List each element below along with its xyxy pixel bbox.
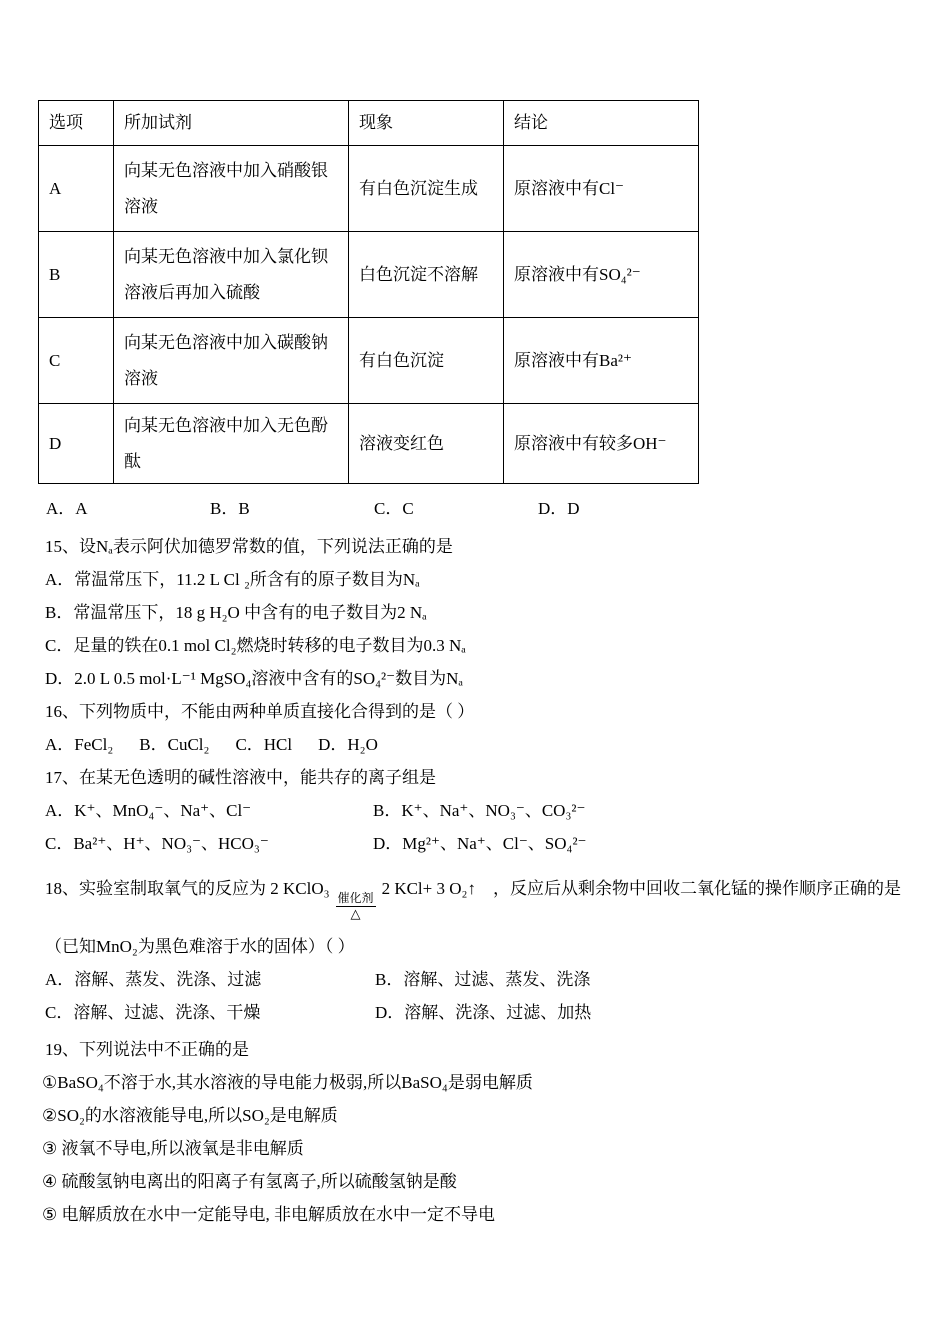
q17-option-a: A．K⁺、MnO₄⁻、Na⁺、Cl⁻ — [45, 801, 252, 821]
q17-options-row-2 — [45, 827, 908, 860]
q16-option-d: D．H₂O — [318, 735, 378, 755]
phenomenon-cell: 有白色沉淀生成 — [349, 146, 504, 232]
conclusion-cell: 原溶液中有SO₄²⁻ — [504, 232, 699, 318]
table-row-d — [39, 404, 699, 484]
q19-statement-5: ⑤ 电解质放在水中一定能导电, 非电解质放在水中一定不导电 — [42, 1204, 495, 1224]
q17-option-c: C．Ba²⁺、H⁺、NO₃⁻、HCO₃⁻ — [45, 834, 269, 854]
q15-option-b: B．常温常压下，18 g H₂O 中含有的电子数目为2 Nₐ — [45, 603, 427, 623]
q18-stem-suffix: 2 KCl+ 3 O₂↑ ，反应后从剩余物中回收二氧化锰的操作顺序正确的是 — [381, 879, 901, 899]
conclusion-cell: 原溶液中有较多OH⁻ — [504, 404, 699, 484]
table-row-a — [39, 146, 699, 232]
option-cell: D — [39, 404, 114, 484]
q19-stem: 19、下列说法中不正确的是 — [45, 1039, 249, 1059]
question-17 — [45, 761, 908, 860]
q19-statement-4: ④ 硫酸氢钠电离出的阳离子有氢离子,所以硫酸氢钠是酸 — [42, 1171, 457, 1191]
heat-triangle-icon: △ — [350, 906, 361, 922]
phenomenon-cell: 有白色沉淀 — [349, 318, 504, 404]
header-conclusion: 结论 — [504, 101, 699, 146]
q15-option-c: C．足量的铁在0.1 mol Cl₂燃烧时转移的电子数目为0.3 Nₐ — [45, 636, 466, 656]
reagent-cell: 向某无色溶液中加入碳酸钠溶液 — [114, 318, 349, 404]
table-row-c — [39, 318, 699, 404]
reaction-condition — [336, 891, 376, 921]
q16-option-c: C．HCl — [235, 735, 293, 755]
q18-option-c: C．溶解、过滤、洗涤、干燥 — [45, 1002, 261, 1022]
answer-choice-c: C．C — [374, 499, 414, 519]
table-header-row — [39, 101, 699, 146]
q15-option-d: D．2.0 L 0.5 mol·L⁻¹ MgSO₄溶液中含有的SO₄²⁻数目为Nₐ — [45, 669, 464, 689]
header-phenomenon: 现象 — [349, 101, 504, 146]
q17-option-d: D．Mg²⁺、Na⁺、Cl⁻、SO₄²⁻ — [373, 834, 587, 854]
catalyst-label: 催化剂 — [337, 891, 374, 906]
option-cell: A — [39, 146, 114, 232]
q16-options — [45, 728, 908, 761]
question-19 — [42, 1033, 908, 1231]
q18-options-row-2 — [45, 996, 908, 1029]
q19-statements — [42, 1066, 908, 1231]
q18-stem-prefix: 18、实验室制取氧气的反应为 2 KClO₃ — [45, 879, 330, 899]
q18-options-row-1 — [45, 963, 908, 996]
q18-option-d: D．溶解、洗涤、过滤、加热 — [375, 1002, 592, 1022]
reagent-cell: 向某无色溶液中加入无色酚酞 — [114, 404, 349, 484]
analysis-table — [38, 100, 699, 484]
q15-stem: 15、设Nₐ表示阿伏加德罗常数的值，下列说法正确的是 — [45, 537, 453, 557]
q14-answer-choices — [46, 496, 908, 522]
q15-option-a: A．常温常压下，11.2 L Cl ₂所含有的原子数目为Nₐ — [45, 570, 420, 590]
question-15 — [45, 530, 908, 695]
q17-options-row-1 — [45, 794, 908, 827]
answer-choice-d: D．D — [538, 499, 580, 519]
question-16 — [45, 695, 908, 761]
q18-option-b: B．溶解、过滤、蒸发、洗涤 — [375, 969, 591, 989]
q18-stem — [45, 872, 908, 921]
q16-option-a: A．FeCl₂ — [45, 735, 114, 755]
phenomenon-cell: 白色沉淀不溶解 — [349, 232, 504, 318]
q19-statement-3: ③ 液氧不导电,所以液氧是非电解质 — [42, 1138, 304, 1158]
answer-choice-b: B．B — [210, 499, 250, 519]
conclusion-cell: 原溶液中有Cl⁻ — [504, 146, 699, 232]
q17-stem: 17、在某无色透明的碱性溶液中，能共存的离子组是 — [45, 768, 436, 788]
q18-option-a: A．溶解、蒸发、洗涤、过滤 — [45, 969, 262, 989]
question-18 — [45, 872, 908, 1028]
q19-statement-1: ①BaSO₄不溶于水,其水溶液的导电能力极弱,所以BaSO₄是弱电解质 — [42, 1072, 533, 1092]
option-cell: B — [39, 232, 114, 318]
table-row-b — [39, 232, 699, 318]
phenomenon-cell: 溶液变红色 — [349, 404, 504, 484]
q18-note: （已知MnO₂为黑色难溶于水的固体）（ ） — [45, 936, 355, 956]
header-reagent: 所加试剂 — [114, 101, 349, 146]
header-option: 选项 — [39, 101, 114, 146]
answer-choice-a: A．A — [46, 499, 88, 519]
q19-statement-2: ②SO₂的水溶液能导电,所以SO₂是电解质 — [42, 1105, 338, 1125]
conclusion-cell: 原溶液中有Ba²⁺ — [504, 318, 699, 404]
option-cell: C — [39, 318, 114, 404]
q16-stem: 16、下列物质中，不能由两种单质直接化合得到的是（ ） — [45, 702, 475, 722]
reagent-cell: 向某无色溶液中加入氯化钡溶液后再加入硫酸 — [114, 232, 349, 318]
reagent-cell: 向某无色溶液中加入硝酸银溶液 — [114, 146, 349, 232]
q16-option-b: B．CuCl₂ — [139, 735, 210, 755]
q17-option-b: B．K⁺、Na⁺、NO₃⁻、CO₃²⁻ — [373, 801, 586, 821]
